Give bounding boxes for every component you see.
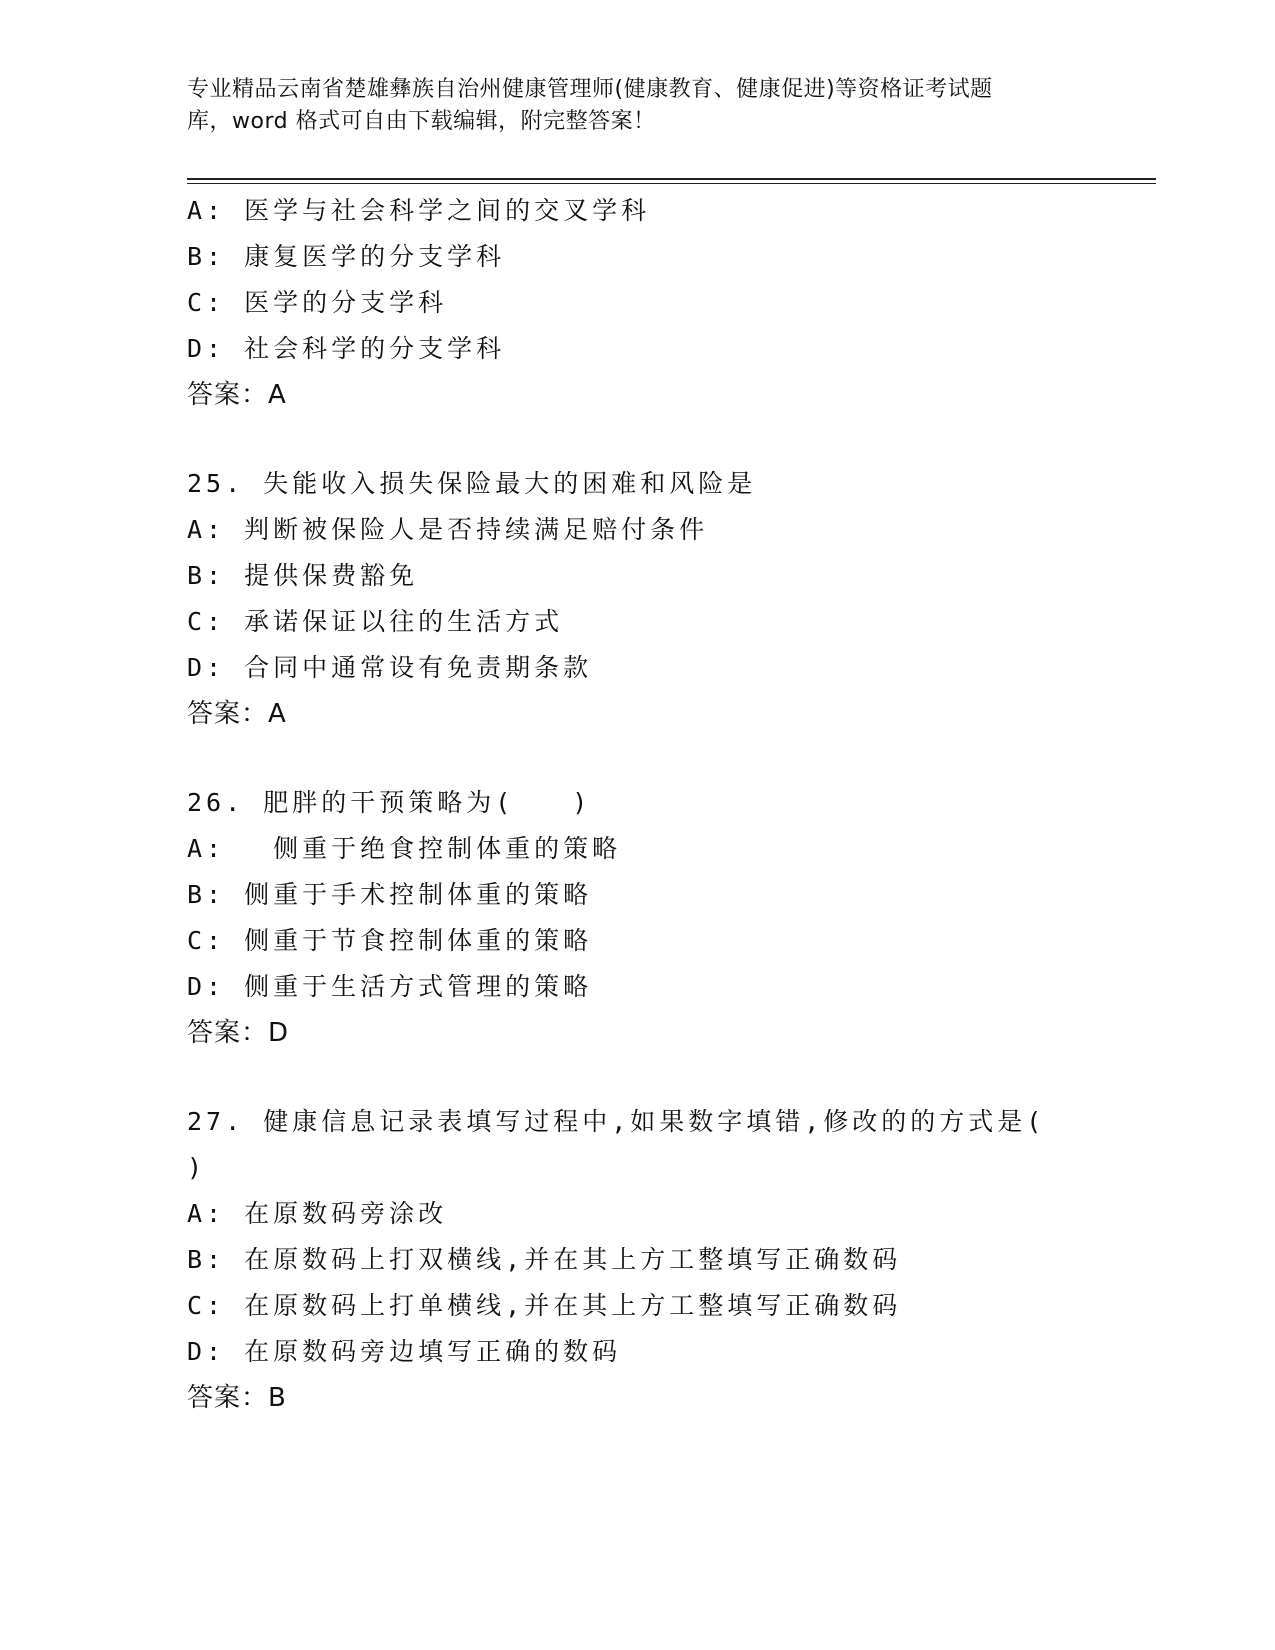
option-d: D: 社会科学的分支学科 [187, 334, 506, 363]
option-d: D: 在原数码旁边填写正确的数码 [187, 1337, 622, 1366]
option-d: D: 侧重于生活方式管理的策略 [187, 972, 593, 1001]
option-a: A: 在原数码旁涂改 [187, 1199, 448, 1228]
header-divider-thick [187, 178, 1156, 180]
option-a: A: 侧重于绝食控制体重的策略 [187, 834, 622, 863]
option-b: B: 康复医学的分支学科 [187, 242, 506, 271]
header-title-line-1: 专业精品云南省楚雄彝族自治州健康管理师(健康教育、健康促进)等资格证考试题 [187, 77, 993, 102]
option-c: C: 侧重于节食控制体重的策略 [187, 926, 593, 955]
answer-label: 答案：D [187, 1018, 290, 1048]
option-c: C: 在原数码上打单横线,并在其上方工整填写正确数码 [187, 1291, 902, 1320]
option-d: D: 合同中通常设有免责期条款 [187, 653, 593, 682]
spacer [187, 1056, 1147, 1099]
header-divider-thin [187, 183, 1156, 184]
option-b: B: 侧重于手术控制体重的策略 [187, 880, 593, 909]
option-a: A: 医学与社会科学之间的交叉学科 [187, 196, 651, 225]
question-24-continued [187, 188, 1147, 418]
spacer [187, 418, 1147, 461]
question-list [187, 188, 1147, 1421]
header-title-line-2: 库，word 格式可自由下载编辑，附完整答案！ [187, 109, 656, 134]
answer-label: 答案：B [187, 1383, 287, 1413]
question-26 [187, 780, 1147, 1056]
document-header [187, 74, 1087, 138]
question-text: 26. 肥胖的干预策略为( ) [187, 788, 592, 817]
answer-label: 答案：A [187, 380, 287, 410]
option-b: B: 提供保费豁免 [187, 561, 419, 590]
answer-label: 答案：A [187, 699, 287, 729]
option-a: A: 判断被保险人是否持续满足赔付条件 [187, 515, 709, 544]
question-text: 25. 失能收入损失保险最大的困难和风险是 [187, 469, 757, 498]
question-27 [187, 1099, 1147, 1421]
spacer [187, 737, 1147, 780]
question-text-line-1: 27. 健康信息记录表填写过程中,如果数字填错,修改的的方式是( [187, 1107, 1046, 1136]
option-b: B: 在原数码上打双横线,并在其上方工整填写正确数码 [187, 1245, 902, 1274]
question-25 [187, 461, 1147, 737]
question-text-line-2: ) [187, 1153, 207, 1182]
option-c: C: 承诺保证以往的生活方式 [187, 607, 564, 636]
option-c: C: 医学的分支学科 [187, 288, 448, 317]
